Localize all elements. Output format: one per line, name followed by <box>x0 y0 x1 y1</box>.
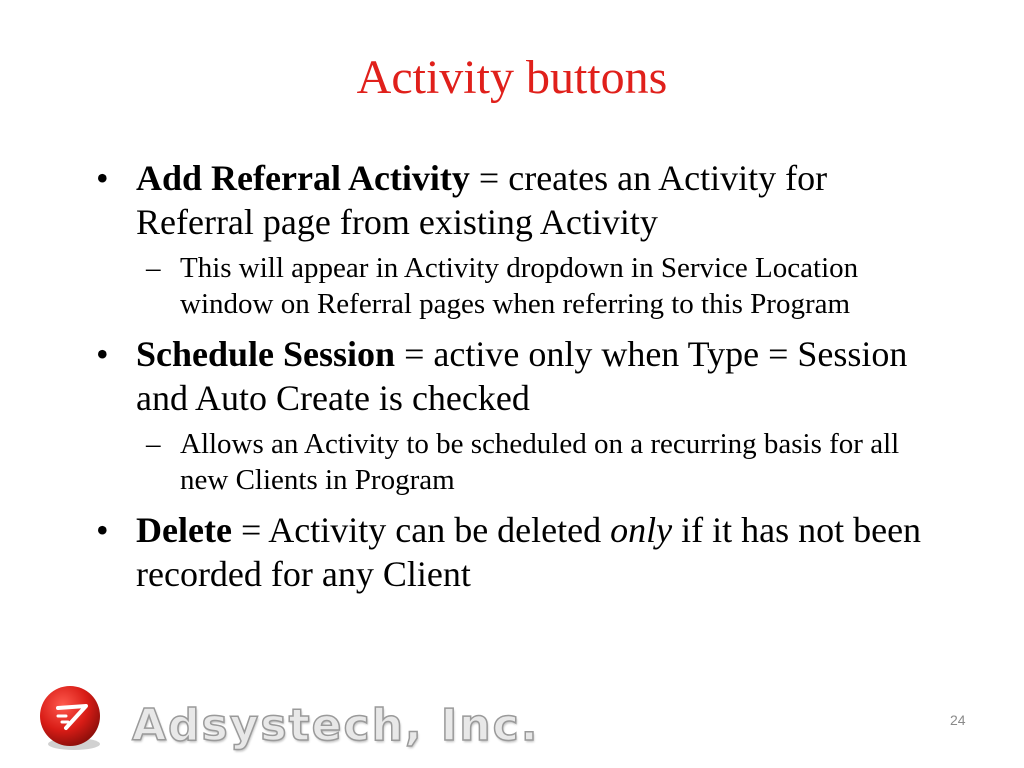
bullet-item-add-referral-activity <box>96 156 936 244</box>
bullet-icon: • <box>96 334 109 374</box>
dash-icon: – <box>146 428 161 460</box>
company-name: Adsystech, Inc. <box>132 700 540 751</box>
bullet-text: = Activity can be deleted <box>231 510 611 550</box>
red-circle-arrow-logo-icon <box>36 682 108 754</box>
bullet-term: Add Referral Activity <box>136 158 470 198</box>
slide-content <box>96 156 936 602</box>
bullet-text: = active only when Type = Session and Auto Create is checked <box>136 334 908 418</box>
bullet-icon: • <box>96 510 109 550</box>
sub-item-text: This will appear in Activity dropdown in Service Location window on Referral pages when referring to this Program <box>180 252 859 320</box>
page-number: 24 <box>950 712 966 728</box>
bullet-term: Schedule Session <box>136 334 396 374</box>
sub-item-text: Allows an Activity to be scheduled on a recurring basis for all new Clients in Program <box>180 428 900 496</box>
bullet-item-delete <box>96 508 936 596</box>
bullet-text-end: if it has not been recorded for any Client <box>136 510 922 594</box>
sub-item-schedule-session <box>136 426 936 498</box>
sub-item-add-referral-activity <box>136 250 936 322</box>
dash-icon: – <box>146 252 161 284</box>
bullet-term: Delete <box>136 510 232 550</box>
bullet-text: = creates an Activity for Referral page from existing Activity <box>136 158 828 242</box>
bullet-item-schedule-session <box>96 332 936 420</box>
slide-title: Activity buttons <box>356 51 668 104</box>
bullet-emphasis: only <box>610 510 673 550</box>
bullet-icon: • <box>96 158 109 198</box>
